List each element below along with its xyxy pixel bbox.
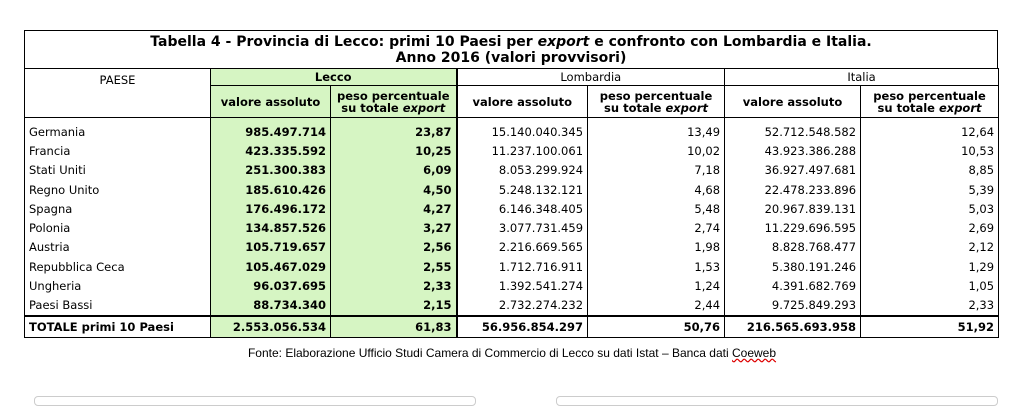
cell-lecco-peso: 4,50 [331, 180, 457, 199]
table-row [25, 218, 999, 237]
cell-lecco-valore: 96.037.695 [211, 276, 331, 295]
header-lombardia: Lombardia [457, 69, 725, 86]
cell-lombardia-peso: 2,74 [588, 218, 725, 237]
header-italia: Italia [725, 69, 999, 86]
total-row [25, 316, 999, 338]
table-row [25, 238, 999, 257]
cell-lecco-valore: 134.857.526 [211, 218, 331, 237]
cell-lecco-valore: 423.335.592 [211, 141, 331, 160]
cell-lecco-peso: 6,09 [331, 161, 457, 180]
cell-lecco-valore: 985.497.714 [211, 118, 331, 142]
total-italia-peso: 51,92 [861, 316, 999, 338]
cell-italia-valore: 5.380.191.246 [725, 257, 861, 276]
cell-italia-valore: 11.229.696.595 [725, 218, 861, 237]
header-lombardia-valore: valore assoluto [457, 86, 588, 118]
cell-italia-valore: 36.927.497.681 [725, 161, 861, 180]
table-row [25, 180, 999, 199]
cell-lombardia-peso: 1,98 [588, 238, 725, 257]
cell-italia-valore: 8.828.768.477 [725, 238, 861, 257]
cell-italia-valore: 9.725.849.293 [725, 296, 861, 316]
title-line-2: Anno 2016 (valori provvisori) [395, 50, 627, 66]
cell-italia-peso: 2,12 [861, 238, 999, 257]
header-italia-valore: valore assoluto [725, 86, 861, 118]
cell-italia-peso: 5,39 [861, 180, 999, 199]
table-row [25, 141, 999, 160]
cell-italia-peso: 2,33 [861, 296, 999, 316]
total-italia-valore: 216.565.693.958 [725, 316, 861, 338]
cell-lecco-peso: 10,25 [331, 141, 457, 160]
cell-lecco-peso: 4,27 [331, 199, 457, 218]
cell-lombardia-valore: 8.053.299.924 [457, 161, 588, 180]
cell-paese: Francia [25, 141, 211, 160]
cell-lombardia-peso: 2,44 [588, 296, 725, 316]
cell-paese: Germania [25, 118, 211, 142]
total-lombardia-valore: 56.956.854.297 [457, 316, 588, 338]
cell-lombardia-valore: 6.146.348.405 [457, 199, 588, 218]
header-lecco-valore: valore assoluto [211, 86, 331, 118]
cell-lombardia-valore: 1.392.541.274 [457, 276, 588, 295]
cell-lecco-valore: 88.734.340 [211, 296, 331, 316]
cell-italia-valore: 52.712.548.582 [725, 118, 861, 142]
cell-paese: Austria [25, 238, 211, 257]
cell-lecco-valore: 185.610.426 [211, 180, 331, 199]
coeweb-link-text: Coeweb [732, 346, 777, 360]
cell-paese: Stati Uniti [25, 161, 211, 180]
cell-italia-valore: 20.967.839.131 [725, 199, 861, 218]
cell-lecco-peso: 2,15 [331, 296, 457, 316]
header-italia-peso: peso percentuale su totale export [861, 86, 999, 118]
source-note: Fonte: Elaborazione Ufficio Studi Camera di Commercio di Lecco su dati Istat – Banca dati Coeweb [247, 346, 777, 360]
header-lecco: Lecco [211, 69, 457, 86]
cell-lecco-valore: 251.300.383 [211, 161, 331, 180]
cell-lombardia-valore: 15.140.040.345 [457, 118, 588, 142]
cell-lecco-peso: 23,87 [331, 118, 457, 142]
title-line-1: Tabella 4 - Provincia di Lecco: primi 10 Paesi per export e confronto con Lombardia e Italia. [150, 34, 872, 50]
cell-lecco-peso: 2,55 [331, 257, 457, 276]
cell-italia-peso: 1,29 [861, 257, 999, 276]
export-table [24, 30, 998, 338]
cell-lombardia-peso: 1,53 [588, 257, 725, 276]
cell-lecco-valore: 105.467.029 [211, 257, 331, 276]
cell-lecco-valore: 105.719.657 [211, 238, 331, 257]
cell-paese: Ungheria [25, 276, 211, 295]
header-row-groups [25, 69, 999, 86]
cell-italia-peso: 5,03 [861, 199, 999, 218]
cell-italia-peso: 1,05 [861, 276, 999, 295]
cell-italia-valore: 43.923.386.288 [725, 141, 861, 160]
cell-lombardia-peso: 13,49 [588, 118, 725, 142]
table-row [25, 257, 999, 276]
cell-lecco-peso: 2,33 [331, 276, 457, 295]
cell-lombardia-valore: 11.237.100.061 [457, 141, 588, 160]
total-label: TOTALE primi 10 Paesi [25, 316, 211, 338]
cell-italia-peso: 10,53 [861, 141, 999, 160]
cell-lombardia-valore: 1.712.716.911 [457, 257, 588, 276]
table-row [25, 276, 999, 295]
cell-lombardia-peso: 4,68 [588, 180, 725, 199]
cell-lombardia-valore: 2.216.669.565 [457, 238, 588, 257]
cell-italia-peso: 12,64 [861, 118, 999, 142]
cell-lombardia-peso: 10,02 [588, 141, 725, 160]
cell-italia-valore: 4.391.682.769 [725, 276, 861, 295]
cell-lecco-peso: 2,56 [331, 238, 457, 257]
cell-lecco-peso: 3,27 [331, 218, 457, 237]
cell-lombardia-valore: 3.077.731.459 [457, 218, 588, 237]
header-lecco-peso: peso percentuale su totale export [331, 86, 457, 118]
table-body [25, 118, 999, 338]
cell-italia-valore: 22.478.233.896 [725, 180, 861, 199]
data-table [24, 68, 999, 338]
table-row [25, 199, 999, 218]
cell-lombardia-peso: 5,48 [588, 199, 725, 218]
table-title [24, 30, 998, 68]
cell-lombardia-valore: 2.732.274.232 [457, 296, 588, 316]
bottom-panel-right [556, 396, 998, 406]
cell-paese: Polonia [25, 218, 211, 237]
cell-italia-peso: 8,85 [861, 161, 999, 180]
total-lecco-valore: 2.553.056.534 [211, 316, 331, 338]
cell-lecco-valore: 176.496.172 [211, 199, 331, 218]
table-row [25, 118, 999, 142]
total-lombardia-peso: 50,76 [588, 316, 725, 338]
cell-paese: Paesi Bassi [25, 296, 211, 316]
bottom-panel-left [34, 396, 476, 406]
table-row [25, 161, 999, 180]
cell-paese: Spagna [25, 199, 211, 218]
table-row [25, 296, 999, 316]
total-lecco-peso: 61,83 [331, 316, 457, 338]
cell-lombardia-valore: 5.248.132.121 [457, 180, 588, 199]
header-lombardia-peso: peso percentuale su totale export [588, 86, 725, 118]
header-paese: PAESE [25, 69, 211, 118]
cell-paese: Repubblica Ceca [25, 257, 211, 276]
cell-lombardia-peso: 1,24 [588, 276, 725, 295]
cell-paese: Regno Unito [25, 180, 211, 199]
cell-italia-peso: 2,69 [861, 218, 999, 237]
cell-lombardia-peso: 7,18 [588, 161, 725, 180]
